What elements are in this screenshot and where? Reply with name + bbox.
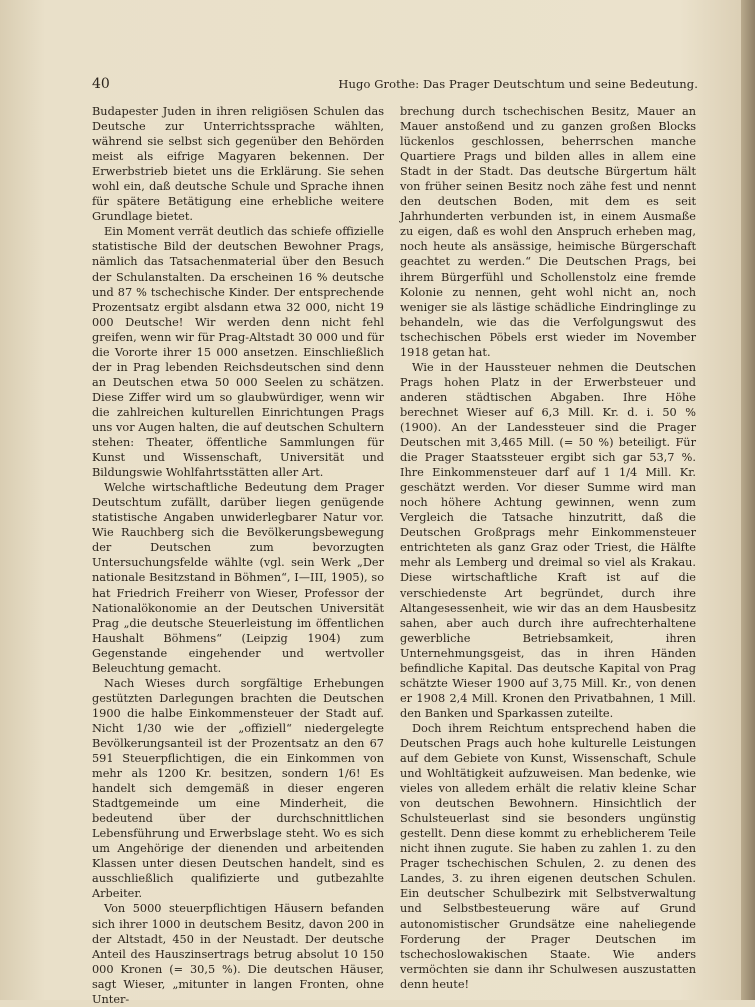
right-text-column [400, 104, 696, 992]
paragraph: Von 5000 steuerpflichtigen Häusern befanden sich ihrer 1000 in deutschem Besitz, davon 200 in der Altstadt, 450 in der Neustadt. Der deutsche Anteil des Hauszinsertrags betrug absolut 10 150 000 Kronen (= 30,5 %). Die deutschen Häuser, sagt Wieser, „mitunter in langen Fronten, ohne Unter- [92, 902, 384, 1006]
paragraph: Nach Wieses durch sorgfältige Erhebungen gestützten Darlegungen brachten die Deutschen 1900 die halbe Einkommensteuer der Stadt auf. Nicht 1/30 wie der „offiziell“ niedergelegte Bevölkerungsanteil ist der Prozentsatz an den 67 591 Steuerpflichtigen, die ein Einkommen von mehr als 1200 Kr. besitzen, sondern 1/6! Es handelt sich demgemäß in dieser engeren Stadtgemeinde um eine Minderheit, die bedeutend über der durchschnittlichen Lebensführung und Erwerbslage steht. Wo es sich um Angehörige der dienenden und arbeitenden Klassen unter diesen Deutschen handelt, sind es ausschließlich qualifizierte und gutbezahlte Arbeiter. [92, 676, 384, 901]
page-number: 40 [92, 76, 110, 92]
paragraph: Budapester Juden in ihren religiösen Schulen das Deutsche zur Unterrichtssprache wählten, während sie selbst sich gegenüber den Behörden meist als eifrige Magyaren bekennen. Der Erwerbstrieb bietet uns die Erklärung. Sie sehen wohl ein, daß deutsche Schule und Sprache ihnen für spätere Betätigung eine erhebliche weitere Grundlage bietet. [92, 105, 384, 224]
paragraph: brechung durch tschechischen Besitz, Mauer an Mauer anstoßend und zu ganzen großen Blocks lückenlos geschlossen, beherrschen manche Quartiere Prags und bilden alles in allem eine Stadt in der Stadt. Das deutsche Bürgertum hält von früher seinen Besitz noch zähe fest und nennt den deutschen Boden, mit dem es seit Jahrhunderten verbunden ist, in einem Ausmaße zu eigen, daß es wohl den Anspruch erheben mag, noch heute als ansässige, heimische Bürgerschaft geachtet zu werden.“ Die Deutschen Prags, bei ihrem Bürgerfühl und Schollenstolz eine fremde Kolonie zu nennen, geht wohl nicht an, noch weniger sie als lästige schädliche Eindringlinge zu behandeln, wie das die Verfolgungswut des tschechischen Pöbels erst wieder im November 1918 getan hat. [400, 105, 696, 359]
left-text-column [92, 104, 384, 1007]
paragraph: Wie in der Haussteuer nehmen die Deutschen Prags hohen Platz in der Erwerbsteuer und anderen städtischen Abgaben. Ihre Höhe berechnet Wieser auf 6,3 Mill. Kr. d. i. 50 % (1900). An der Landessteuer sind die Prager Deutschen mit 3,465 Mill. (= 50 %) beteiligt. Für die Prager Staatssteuer ergibt sich gar 53,7 %. Ihre Einkommensteuer darf auf 1 1/4 Mill. Kr. geschätzt werden. Vor dieser Summe wird man noch höhere Achtung gewinnen, wenn zum Vergleich die Tatsache hinzutritt, daß die Deutschen Großprags mehr Einkommensteuer entrichteten als ganz Graz oder Triest, die Hälfte mehr als Lemberg und dreimal so viel als Krakau. Diese wirtschaftliche Kraft ist auf die verschiedenste Art begründet, durch ihre Altangesessenheit, wie wir das an dem Hausbesitz sahen, aber auch durch ihre aufrechterhaltene gewerbliche Betriebsamkeit, ihren Unternehmungsgeist, das in ihren Händen befindliche Kapital. Das deutsche Kapital von Prag schätzte Wieser 1900 auf 3,75 Mill. Kr., von denen er 1908 2,4 Mill. Kronen den Privatbahnen, 1 Mill. den Banken und Sparkassen zuteilte. [400, 360, 696, 720]
paragraph: Welche wirtschaftliche Bedeutung dem Prager Deutschtum zufällt, darüber liegen genügende statistische Angaben unwiderlegbarer Natur vor. Wie Rauchberg sich die Bevölkerungsbewegung der Deutschen zum bevorzugten Untersuchungsfelde wählte (vgl. sein Werk „Der nationale Besitzstand in Böhmen“, I—III, 1905), so hat Friedrich Freiherr von Wieser, Professor der Nationalökonomie an der Deutschen Universität Prag „die deutsche Steuerleistung im öffentlichen Haushalt Böhmens“ (Leipzig 1904) zum Gegenstande eingehender und wertvoller Beleuchtung gemacht. [92, 481, 384, 675]
running-title: Hugo Grothe: Das Prager Deutschtum und seine Bedeutung. [338, 77, 698, 91]
page-spine-edge [741, 0, 755, 1000]
paragraph: Ein Moment verrät deutlich das schiefe offizielle statistische Bild der deutschen Bewohner Prags, nämlich das Tatsachenmaterial über den Besuch der Schulanstalten. Da erscheinen 16 % deutsche und 87 % tschechische Kinder. Der entsprechende Prozentsatz ergibt alsdann etwa 32 000, nicht 19 000 Deutsche! Wir werden denn nicht fehl greifen, wenn wir für Prag-Altstadt 30 000 und für die Vororte ihrer 15 000 ansetzen. Einschließlich der in Prag lebenden Reichsdeutschen sind denn an Deutschen etwa 50 000 Seelen zu schätzen. Diese Ziffer wird um so glaubwürdiger, wenn wir die zahlreichen kulturellen Einrichtungen Prags uns vor Augen halten, die auf deutschen Schultern stehen: Theater, öffentliche Sammlungen für Kunst und Wissenschaft, Universität und Bildungswie Wohlfahrtsstätten aller Art. [92, 225, 384, 480]
page-header [92, 76, 698, 96]
paragraph: Doch ihrem Reichtum entsprechend haben die Deutschen Prags auch hohe kulturelle Leistungen auf dem Gebiete von Kunst, Wissenschaft, Schule und Wohltätigkeit aufzuweisen. Man bedenke, wie vieles von alledem erhält die relativ kleine Schar von deutschen Bewohnern. Hinsichtlich der Schulsteuerlast sind sie besonders ungünstig gestellt. Denn diese kommt zu erheblicherem Teile nicht ihnen zugute. Sie haben zu zahlen 1. zu den Prager tschechischen Schulen, 2. zu denen des Landes, 3. zu ihren eigenen deutschen Schulen. Ein deutscher Schulbezirk mit Selbstverwaltung und Selbstbesteuerung wäre auf Grund autonomistischer Grundsätze eine naheliegende Forderung der Prager Deutschen im tschechoslowakischen Staate. Wie anders vermöchten sie dann ihr Schulwesen auszustatten denn heute! [400, 721, 696, 991]
